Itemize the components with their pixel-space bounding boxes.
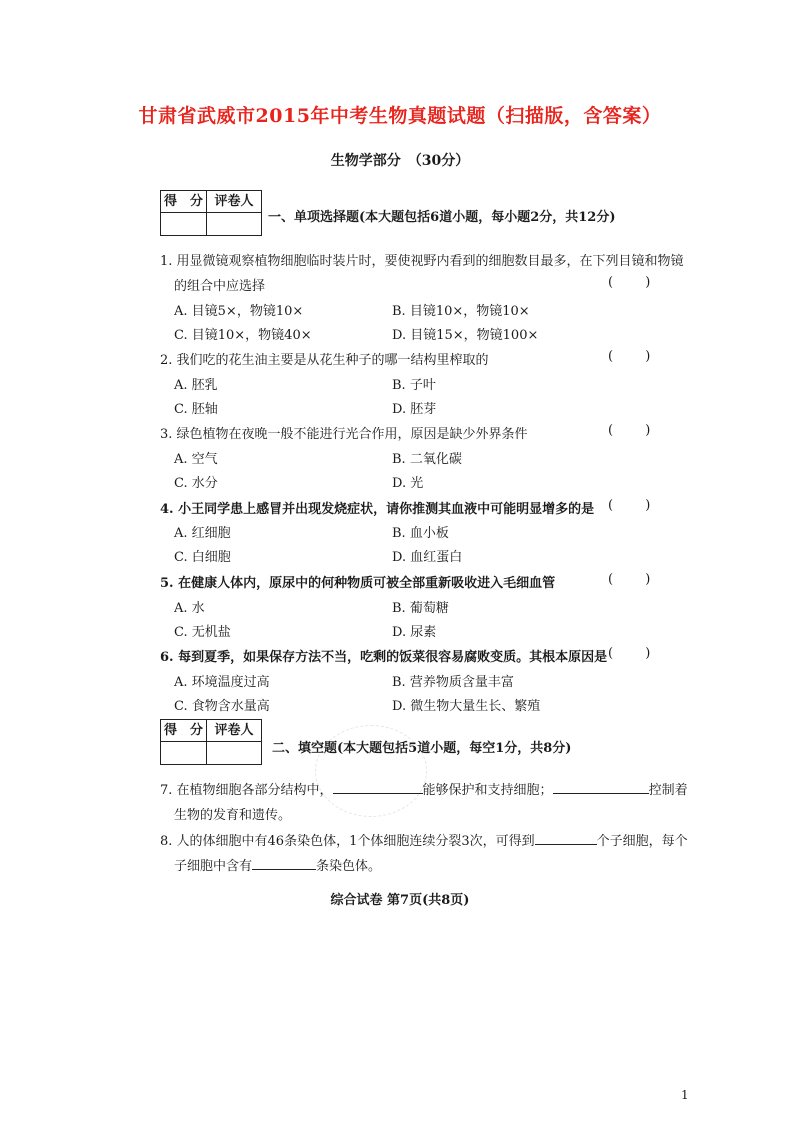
q5-stem: 5. 在健康人体内，原尿中的何种物质可被全部重新吸收进入毛细血管 (160, 576, 556, 591)
q5-option-b: B. 葡萄糖 (392, 601, 449, 616)
document-title: 甘肃省武威市2015年中考生物真题试题（扫描版，含答案） (138, 105, 662, 127)
q8-line1 (160, 830, 688, 849)
q7-text-1: 7. 在植物细胞各部分结构中， (160, 783, 333, 798)
q3-option-a: A. 空气 (174, 452, 218, 467)
q8-blank-1[interactable] (535, 831, 597, 845)
q1-option-b: B. 目镜10×，物镜10× (392, 304, 530, 319)
q4-answer-paren: ( ) (608, 498, 665, 513)
q3-stem: 3. 绿色植物在夜晚一般不能进行光合作用，原因是缺少外界条件 (160, 427, 528, 442)
grader-label: 评卷人 (207, 191, 261, 213)
section-title: 生物学部分 （30分） (330, 153, 470, 169)
q1-stem-line1: 1. 用显微镜观察植物细胞临时装片时，要使视野内看到的细胞数目最多，在下列目镜和物镜 (160, 254, 684, 269)
q2-option-d: D. 胚芽 (392, 402, 437, 417)
grader-label: 评卷人 (207, 720, 261, 742)
q1-stem-line2: 的组合中应选择 (174, 279, 266, 294)
q8-line2 (174, 855, 381, 874)
q2-answer-paren: ( ) (608, 349, 665, 364)
grader-cell (207, 742, 261, 764)
q7-blank-1[interactable] (333, 780, 423, 794)
grader-cell (207, 213, 261, 235)
q1-option-a: A. 目镜5×，物镜10× (174, 304, 304, 319)
q7-text-3: 控制着 (648, 783, 688, 798)
q4-option-c: C. 白细胞 (174, 550, 231, 565)
score-cell (161, 213, 207, 235)
q8-blank-2[interactable] (252, 856, 316, 870)
q1-option-c: C. 目镜10×，物镜40× (174, 328, 312, 343)
score-box-part2 (160, 719, 262, 765)
q7-text-2: 能够保护和支持细胞； (422, 783, 553, 798)
q6-answer-paren: ( ) (608, 646, 665, 661)
q5-option-c: C. 无机盐 (174, 625, 231, 640)
q6-option-b: B. 营养物质含量丰富 (392, 675, 514, 690)
q3-answer-paren: ( ) (608, 423, 665, 438)
q6-option-a: A. 环境温度过高 (174, 675, 270, 690)
score-label: 得 分 (161, 191, 207, 213)
q2-option-a: A. 胚乳 (174, 378, 218, 393)
q3-option-b: B. 二氧化碳 (392, 452, 462, 467)
score-label: 得 分 (161, 720, 207, 742)
q6-option-d: D. 微生物大量生长、繁殖 (392, 699, 541, 714)
part2-heading: 二、填空题(本大题包括5道小题，每空1分，共8分) (272, 741, 572, 756)
q3-option-d: D. 光 (392, 476, 424, 491)
q6-stem: 6. 每到夏季，如果保存方法不当，吃剩的饭菜很容易腐败变质。其根本原因是 (160, 650, 608, 665)
page-footer: 综合试卷 第7页(共8页) (330, 893, 470, 908)
q7-blank-2[interactable] (553, 780, 649, 794)
q7-line2: 生物的发育和遗传。 (174, 808, 292, 823)
q3-option-c: C. 水分 (174, 476, 218, 491)
part1-heading: 一、单项选择题(本大题包括6道小题，每小题2分，共12分) (268, 210, 616, 225)
q6-option-c: C. 食物含水量高 (174, 699, 270, 714)
q1-answer-paren: ( ) (608, 275, 665, 290)
q2-option-b: B. 子叶 (392, 378, 436, 393)
q5-option-d: D. 尿素 (392, 625, 437, 640)
q4-option-a: A. 红细胞 (174, 526, 231, 541)
page-number: 1 (681, 1088, 689, 1102)
q8-text-4: 条染色体。 (316, 859, 382, 874)
q5-option-a: A. 水 (174, 601, 205, 616)
q4-stem: 4. 小王同学患上感冒并出现发烧症状，请你推测其血液中可能明显增多的是 (160, 502, 595, 517)
q4-option-b: B. 血小板 (392, 526, 449, 541)
q4-option-d: D. 血红蛋白 (392, 550, 463, 565)
q1-option-d: D. 目镜15×，物镜100× (392, 328, 539, 343)
q7-line1 (160, 779, 688, 798)
q2-option-c: C. 胚轴 (174, 402, 218, 417)
q8-text-2: 个子细胞，每个 (596, 834, 688, 849)
q8-text-3: 子细胞中含有 (174, 859, 253, 874)
q2-stem: 2. 我们吃的花生油主要是从花生种子的哪一结构里榨取的 (160, 353, 489, 368)
q5-answer-paren: ( ) (608, 572, 665, 587)
score-box-part1 (160, 190, 262, 236)
score-cell (161, 742, 207, 764)
q8-text-1: 8. 人的体细胞中有46条染色体，1个体细胞连续分裂3次，可得到 (160, 834, 535, 849)
